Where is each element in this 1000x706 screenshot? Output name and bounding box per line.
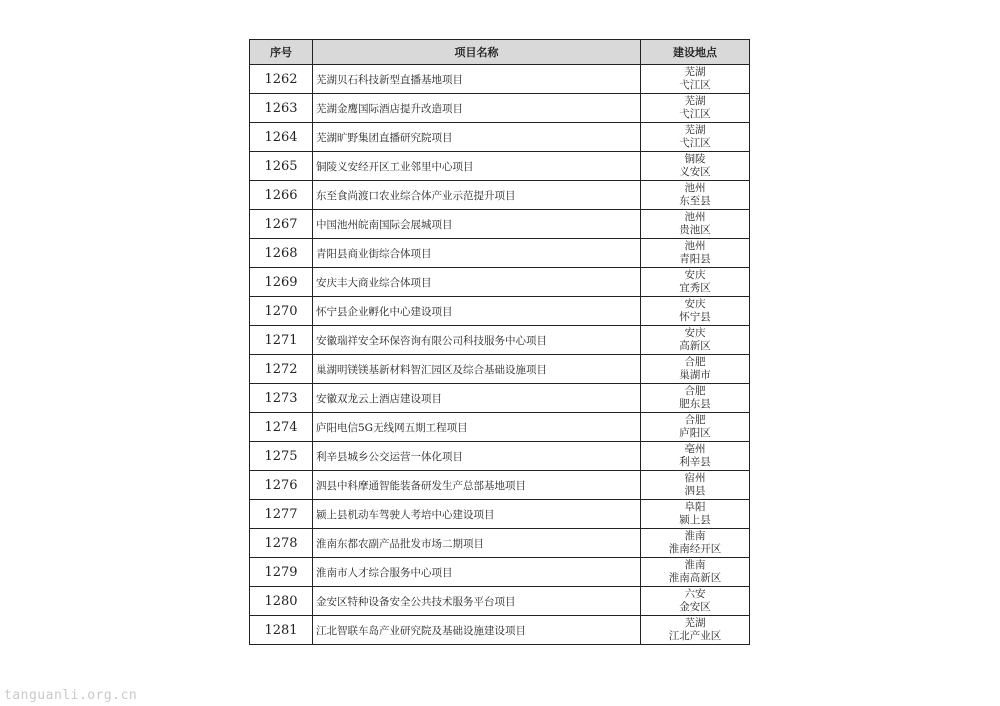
row-project-name: 铜陵义安经开区工业邻里中心项目	[313, 152, 641, 181]
row-location	[641, 181, 750, 210]
row-district: 淮南高新区	[668, 572, 722, 584]
row-district: 庐阳区	[679, 427, 711, 439]
table-row	[250, 210, 750, 239]
row-city: 池州	[684, 240, 706, 252]
row-seq: 1278	[250, 529, 313, 558]
row-city: 池州	[684, 211, 706, 223]
row-seq: 1277	[250, 500, 313, 529]
row-city: 池州	[684, 182, 706, 194]
row-seq: 1274	[250, 413, 313, 442]
row-location	[641, 500, 750, 529]
row-seq: 1272	[250, 355, 313, 384]
row-project-name: 颍上县机动车驾驶人考培中心建设项目	[313, 500, 641, 529]
row-location	[641, 94, 750, 123]
row-location	[641, 616, 750, 645]
row-project-name: 芜湖贝石科技新型直播基地项目	[313, 65, 641, 94]
row-location	[641, 442, 750, 471]
row-city: 芜湖	[684, 617, 706, 629]
row-district: 金安区	[679, 601, 711, 613]
row-city: 合肥	[684, 385, 706, 397]
row-project-name: 巢湖明镁镁基新材料智汇园区及综合基础设施项目	[313, 355, 641, 384]
row-seq: 1276	[250, 471, 313, 500]
row-city: 安庆	[684, 327, 706, 339]
row-seq: 1273	[250, 384, 313, 413]
row-location	[641, 355, 750, 384]
row-seq: 1281	[250, 616, 313, 645]
row-district: 江北产业区	[668, 630, 722, 642]
row-district: 弋江区	[679, 79, 711, 91]
row-city: 铜陵	[684, 153, 706, 165]
table-row	[250, 268, 750, 297]
table-row	[250, 123, 750, 152]
row-district: 弋江区	[679, 137, 711, 149]
table-body	[250, 65, 750, 645]
table-row	[250, 500, 750, 529]
row-district: 利辛县	[679, 456, 711, 468]
table-row	[250, 616, 750, 645]
row-city: 芜湖	[684, 66, 706, 78]
row-location	[641, 326, 750, 355]
row-location	[641, 384, 750, 413]
row-project-name: 利辛县城乡公交运营一体化项目	[313, 442, 641, 471]
row-district: 怀宁县	[679, 311, 711, 323]
row-project-name: 淮南东都农副产品批发市场二期项目	[313, 529, 641, 558]
row-location	[641, 558, 750, 587]
row-seq: 1263	[250, 94, 313, 123]
table-row	[250, 529, 750, 558]
row-city: 亳州	[684, 443, 706, 455]
row-city: 六安	[684, 588, 706, 600]
row-city: 芜湖	[684, 124, 706, 136]
row-district: 弋江区	[679, 108, 711, 120]
row-location	[641, 268, 750, 297]
row-district: 颍上县	[679, 514, 711, 526]
row-project-name: 安庆丰大商业综合体项目	[313, 268, 641, 297]
row-seq: 1267	[250, 210, 313, 239]
row-city: 阜阳	[684, 501, 706, 513]
row-seq: 1279	[250, 558, 313, 587]
row-district: 高新区	[679, 340, 711, 352]
row-project-name: 怀宁县企业孵化中心建设项目	[313, 297, 641, 326]
row-location	[641, 529, 750, 558]
table-row	[250, 94, 750, 123]
watermark-text: tanguanli.org.cn	[4, 688, 138, 703]
row-district: 巢湖市	[679, 369, 711, 381]
row-seq: 1280	[250, 587, 313, 616]
row-location	[641, 471, 750, 500]
row-city: 宿州	[684, 472, 706, 484]
table-row	[250, 442, 750, 471]
row-project-name: 青阳县商业街综合体项目	[313, 239, 641, 268]
row-project-name: 芜湖旷野集团直播研究院项目	[313, 123, 641, 152]
row-city: 合肥	[684, 414, 706, 426]
row-district: 青阳县	[679, 253, 711, 265]
row-seq: 1262	[250, 65, 313, 94]
row-project-name: 江北智联车岛产业研究院及基础设施建设项目	[313, 616, 641, 645]
row-project-name: 淮南市人才综合服务中心项目	[313, 558, 641, 587]
row-seq: 1271	[250, 326, 313, 355]
row-seq: 1269	[250, 268, 313, 297]
row-location	[641, 65, 750, 94]
header-project-name: 项目名称	[313, 40, 641, 65]
row-city: 芜湖	[684, 95, 706, 107]
table-row	[250, 152, 750, 181]
row-district: 义安区	[679, 166, 711, 178]
row-project-name: 安徽双龙云上酒店建设项目	[313, 384, 641, 413]
header-row	[250, 40, 750, 65]
row-seq: 1266	[250, 181, 313, 210]
row-project-name: 泗县中科摩通智能装备研发生产总部基地项目	[313, 471, 641, 500]
row-city: 安庆	[684, 298, 706, 310]
table-row	[250, 587, 750, 616]
row-city: 安庆	[684, 269, 706, 281]
projects-table	[249, 39, 750, 645]
row-city: 合肥	[684, 356, 706, 368]
table-row	[250, 471, 750, 500]
row-seq: 1264	[250, 123, 313, 152]
table-row	[250, 239, 750, 268]
row-district: 东至县	[679, 195, 711, 207]
row-project-name: 中国池州皖南国际会展城项目	[313, 210, 641, 239]
table-row	[250, 181, 750, 210]
row-city: 淮南	[684, 530, 706, 542]
table-row	[250, 558, 750, 587]
header-seq: 序号	[250, 40, 313, 65]
row-project-name: 东至食尚渡口农业综合体产业示范提升项目	[313, 181, 641, 210]
row-seq: 1275	[250, 442, 313, 471]
row-location	[641, 587, 750, 616]
row-project-name: 芜湖金鹰国际酒店提升改造项目	[313, 94, 641, 123]
table-row	[250, 65, 750, 94]
row-location	[641, 297, 750, 326]
row-city: 淮南	[684, 559, 706, 571]
table-row	[250, 297, 750, 326]
row-seq: 1268	[250, 239, 313, 268]
table-row	[250, 355, 750, 384]
row-district: 贵池区	[679, 224, 711, 236]
row-project-name: 庐阳电信5G无线网五期工程项目	[313, 413, 641, 442]
row-location	[641, 239, 750, 268]
row-location	[641, 413, 750, 442]
row-district: 宜秀区	[679, 282, 711, 294]
table-row	[250, 413, 750, 442]
row-location	[641, 210, 750, 239]
table-header	[250, 40, 750, 65]
row-project-name: 金安区特种设备安全公共技术服务平台项目	[313, 587, 641, 616]
row-district: 淮南经开区	[668, 543, 722, 555]
header-location: 建设地点	[641, 40, 750, 65]
row-district: 泗县	[684, 485, 706, 497]
row-seq: 1265	[250, 152, 313, 181]
table-row	[250, 384, 750, 413]
row-district: 肥东县	[679, 398, 711, 410]
table-row	[250, 326, 750, 355]
row-location	[641, 152, 750, 181]
row-project-name: 安徽瑞祥安全环保咨询有限公司科技服务中心项目	[313, 326, 641, 355]
row-location	[641, 123, 750, 152]
row-seq: 1270	[250, 297, 313, 326]
